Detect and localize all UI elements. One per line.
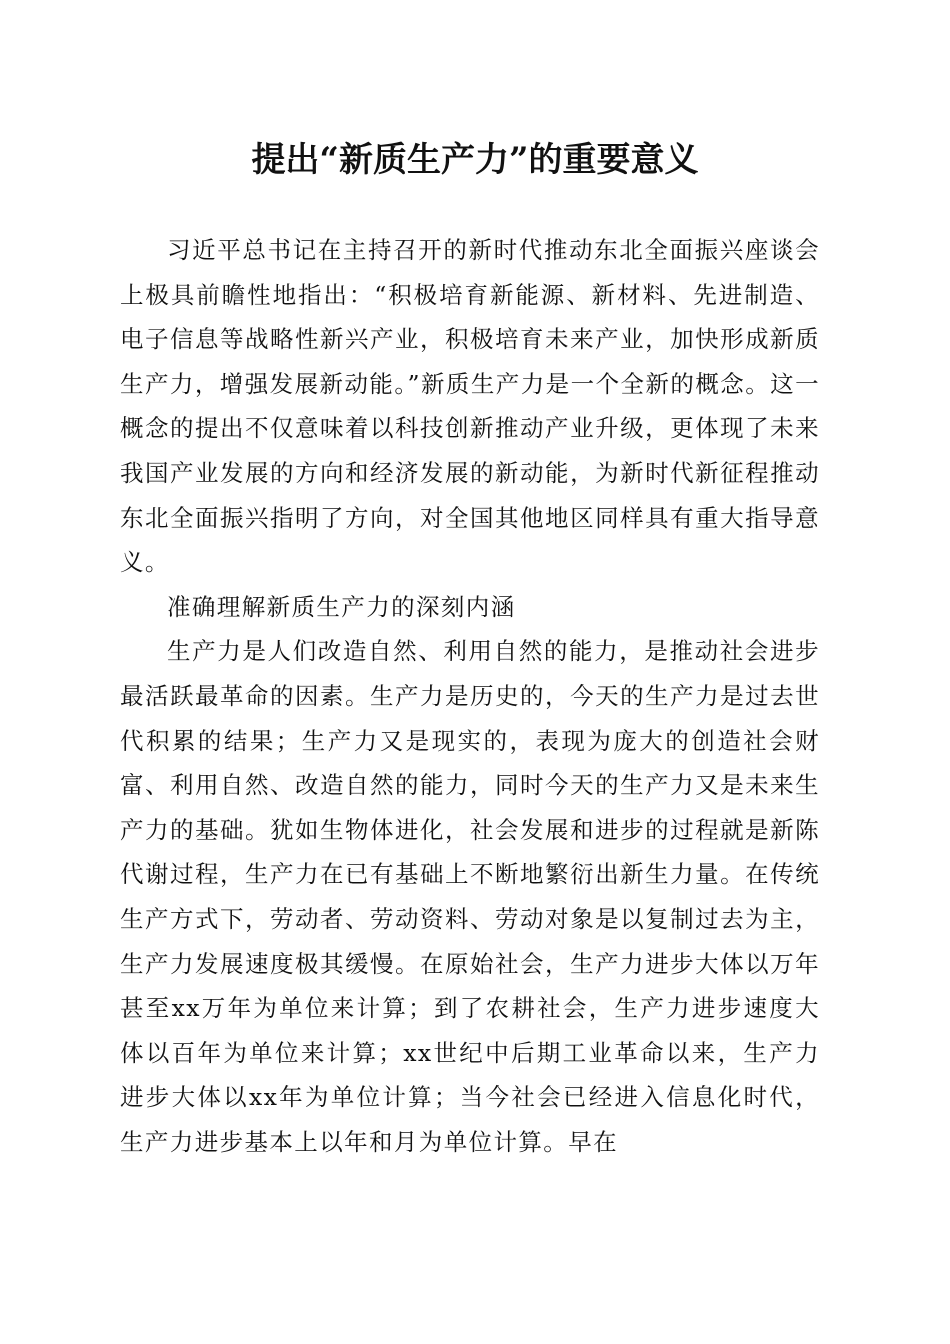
- intro-paragraph: 习近平总书记在主持召开的新时代推动东北全面振兴座谈会上极具前瞻性地指出：“积极培育新能源、新材料、先进制造、电子信息等战略性新兴产业，积极培育未来产业，加快形成新质生产力，增强发展新动能。”新质生产力是一个全新的概念。这一概念的提出不仅意味着以科技创新推动产业升级，更体现了未来我国产业发展的方向和经济发展的新动能，为新时代新征程推动东北全面振兴指明了方向，对全国其他地区同样具有重大指导意义。: [120, 236, 820, 577]
- document-title: 提出“新质生产力”的重要意义: [251, 140, 699, 180]
- document-body: [120, 228, 820, 1164]
- section-heading: 准确理解新质生产力的深刻内涵: [167, 592, 516, 621]
- section-paragraph: 生产力是人们改造自然、利用自然的能力，是推动社会进步最活跃最革命的因素。生产力是历史的，今天的生产力是过去世代积累的结果；生产力又是现实的，表现为庞大的创造社会财富、利用自然、改造自然的能力，同时今天的生产力又是未来生产力的基础。犹如生物体进化，社会发展和进步的过程就是新陈代谢过程，生产力在已有基础上不断地繁衍出新生力量。在传统生产方式下，劳动者、劳动资料、劳动对象是以复制过去为主，生产力发展速度极其缓慢。在原始社会，生产力进步大体以万年甚至xx万年为单位来计算；到了农耕社会，生产力进步速度大体以百年为单位来计算；xx世纪中后期工业革命以来，生产力进步大体以xx年为单位计算；当今社会已经进入信息化时代，生产力进步基本上以年和月为单位计算。早在: [120, 637, 820, 1156]
